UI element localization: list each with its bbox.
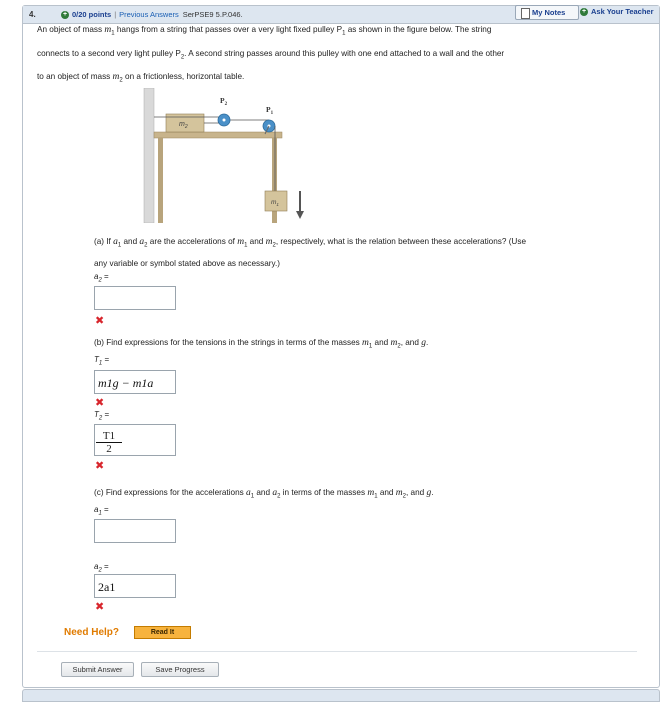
points-label: 0/20 points <box>72 10 112 19</box>
a1-answer-input[interactable] <box>94 519 176 543</box>
table-top <box>154 132 282 138</box>
ask-teacher-label: Ask Your Teacher <box>591 7 654 16</box>
a2-answer-input[interactable] <box>94 286 176 310</box>
my-notes-label: My Notes <box>532 8 566 17</box>
t2-numerator: T1 <box>96 430 122 443</box>
problem-line-2: connects to a second very light pulley $P_2$. A second string passes around this pulley with one end attached to a wall and the other <box>37 48 505 61</box>
t2-denominator: 2 <box>106 443 112 455</box>
ask-plus-icon: + <box>581 8 587 16</box>
my-notes-button[interactable] <box>515 5 579 20</box>
next-question-header <box>22 689 660 702</box>
t1-answer-input[interactable]: m1g − m1a <box>94 370 176 394</box>
divider <box>37 651 637 652</box>
a2c-answer-input[interactable]: 2a1 <box>94 574 176 598</box>
a1-label: $a_1$ = <box>94 505 109 517</box>
incorrect-x-icon: ✖ <box>95 315 105 327</box>
incorrect-x-icon: ✖ <box>95 460 105 472</box>
previous-answers-link[interactable]: Previous Answers <box>119 10 179 19</box>
header-separator: | <box>114 10 117 19</box>
acceleration-arrow-icon <box>296 211 304 219</box>
incorrect-x-icon: ✖ <box>95 397 105 409</box>
submit-answer-button[interactable]: Submit Answer <box>61 662 134 677</box>
part-c-question: (c) Find expressions for the accelerations $a_1$ and $a_2$ in terms of the masses $m_1$ and $m_2$, and g. <box>94 488 434 500</box>
problem-statement <box>37 20 637 91</box>
need-help-label: Need Help? <box>64 627 120 638</box>
save-progress-button[interactable]: Save Progress <box>141 662 219 677</box>
problem-code: SerPSE9 5.P.046. <box>182 10 243 19</box>
problem-line-1: An object of mass $m_1$ hangs from a string that passes over a very light fixed pulley $P_1$ as shown in the figure below. The string <box>37 25 492 37</box>
t2-label: $T_2$ = <box>94 410 110 422</box>
p2-label: $P_2$ <box>220 96 228 107</box>
pulley-p2-axle <box>223 119 226 122</box>
a2-label: $a_2$ = <box>94 272 109 284</box>
problem-line-3: to an object of mass $m_2$ on a frictionless, horizontal table. <box>37 72 245 84</box>
pulley-figure <box>138 88 328 223</box>
ask-teacher-button[interactable] <box>580 5 654 18</box>
part-a-question: (a) If $a_1$ and $a_2$ are the accelerations of $m_1$ and $m_2$, respectively, what is the relation between these accelerations? (Use any variable or symbol stated above as necessary.) <box>94 237 526 268</box>
p1-label: $P_1$ <box>266 105 274 116</box>
m1-label: $m_1$ <box>271 199 279 207</box>
expand-plus-icon[interactable]: + <box>62 11 68 19</box>
part-b-question: (b) Find expressions for the tensions in the strings in terms of the masses $m_1$ and $m_2$, and g. <box>94 338 429 350</box>
note-icon <box>521 8 530 19</box>
wall <box>144 88 154 223</box>
m2-label: $m_2$ <box>179 121 188 130</box>
table-leg-left <box>158 138 163 223</box>
read-it-button[interactable]: Read It <box>134 626 191 639</box>
t2-fraction <box>96 430 122 455</box>
t1-label: $T_1$ = <box>94 355 110 367</box>
question-number: 4. <box>29 10 36 19</box>
incorrect-x-icon: ✖ <box>95 601 105 613</box>
a2c-label: $a_2$ = <box>94 562 109 574</box>
points-area <box>61 10 243 19</box>
